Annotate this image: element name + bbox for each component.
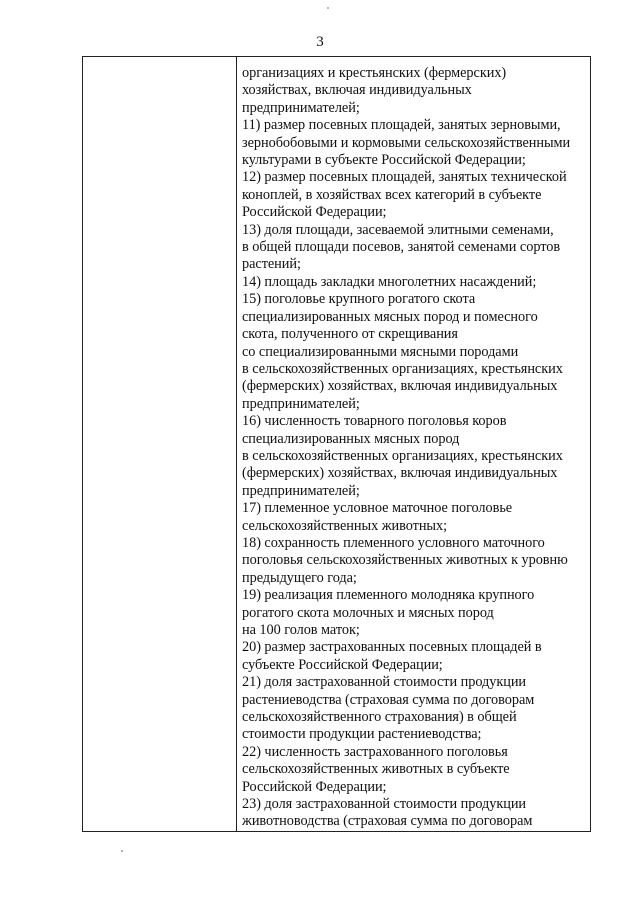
text-line: специализированных мясных пород и помесного [242,308,538,325]
text-line: (фермерских) хозяйствах, включая индивидуальных [242,465,558,482]
text-line: 19) реализация племенного молодняка крупного [242,587,535,604]
text-line: предыдущего года; [242,569,357,586]
text-line: растениеводства (страховая сумма по договорам [242,691,535,708]
text-line: на 100 голов маток; [242,622,360,638]
text-line: сельскохозяйственных животных; [242,517,448,534]
text-line: в сельскохозяйственных организациях, крестьянских [242,360,563,377]
text-line: культурами в субъекте Российской Федерации; [242,152,526,169]
text-line: со специализированными мясными породами [242,343,519,360]
text-line: животноводства (страховая сумма по договорам [242,813,533,830]
text-line: скота, полученного от скрещивания [242,326,458,343]
document-table [82,56,591,832]
scan-speck [327,7,329,9]
text-line: 21) доля застрахованной стоимости продукции [242,674,527,691]
text-line: в общей площади посевов, занятой семенами сортов [242,239,561,256]
text-line: стоимости продукции растениеводства; [242,726,482,743]
text-line: 16) численность товарного поголовья коров [242,413,507,430]
text-line: 20) размер застрахованных посевных площадей в [242,639,542,656]
text-line: 23) доля застрахованной стоимости продукции [242,796,527,813]
text-line: хозяйствах, включая индивидуальных [242,82,472,99]
text-line: сельскохозяйственного страхования) в общей [242,709,517,726]
text-line: рогатого скота молочных и мясных пород [242,604,494,621]
text-line: растений; [242,256,301,273]
table-left-cell [83,57,237,831]
text-line: субъекте Российской Федерации; [242,656,443,673]
text-line: (фермерских) хозяйствах, включая индивидуальных [242,378,558,395]
text-line: коноплей, в хозяйствах всех категорий в субъекте [242,186,542,203]
text-line: 11) размер посевных площадей, занятых зерновыми, [242,117,561,134]
text-line: 13) доля площади, засеваемой элитными семенами, [242,221,554,238]
text-line: Российской Федерации; [242,778,387,795]
text-line: 22) численность застрахованного поголовья [242,743,508,760]
text-line: организациях и крестьянских (фермерских) [242,65,507,81]
table-right-cell [237,57,590,831]
text-line: поголовья сельскохозяйственных животных к уровню [242,552,568,569]
text-line: специализированных мясных пород [242,430,460,447]
text-line: в сельскохозяйственных организациях, крестьянских [242,447,563,464]
text-line: Российской Федерации; [242,204,387,221]
text-line: предпринимателей; [242,482,360,499]
text-line: предпринимателей; [242,99,360,116]
text-line: сельскохозяйственных животных в субъекте [242,761,510,778]
text-line: зернобобовыми и кормовыми сельскохозяйственными [242,134,571,151]
page-number: 3 [316,34,324,50]
text-line: 15) поголовье крупного рогатого скота [242,291,476,308]
text-line: 18) сохранность племенного условного маточного [242,534,545,551]
scan-speck [121,850,123,852]
text-line: 12) размер посевных площадей, занятых технической [242,169,567,186]
text-line: предпринимателей; [242,395,360,412]
text-line: 14) площадь закладки многолетних насаждений; [242,273,537,290]
text-line: 17) племенное условное маточное поголовье [242,500,513,517]
